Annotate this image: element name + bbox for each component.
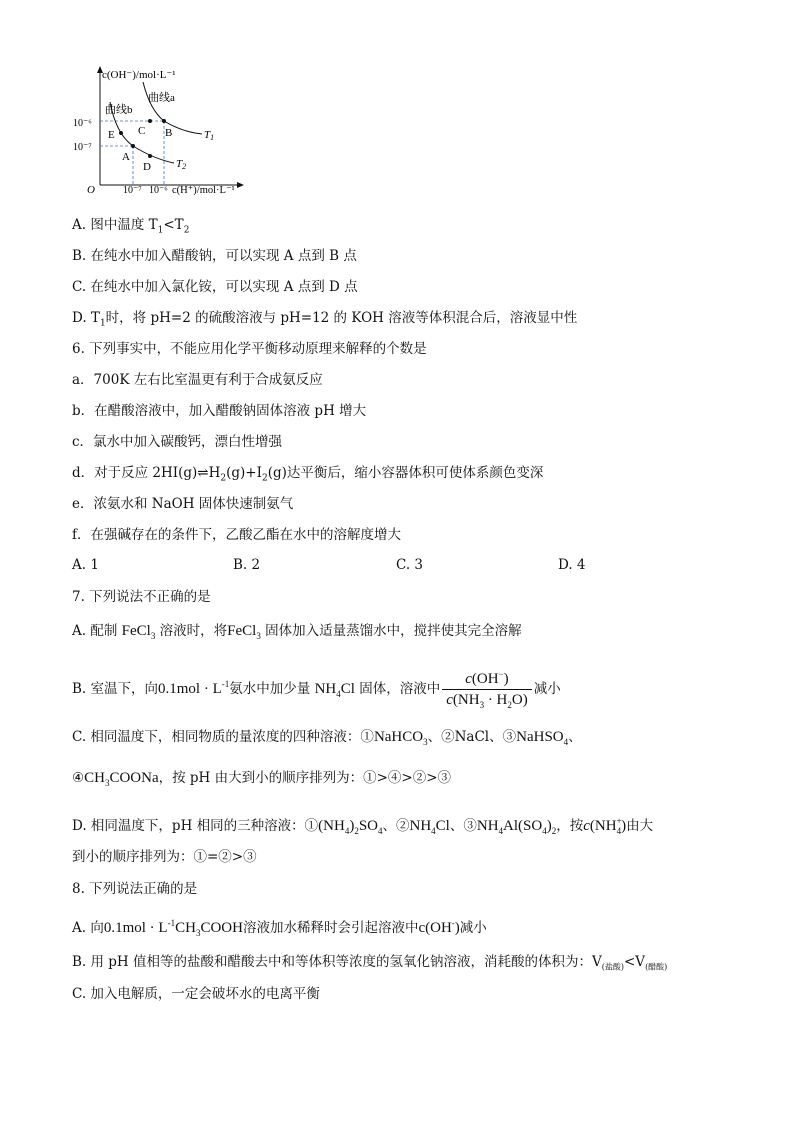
point-e [119,131,123,135]
q6-option-a: A. 1 [72,557,99,573]
y-tick-1e-7: 10⁻⁷ [73,142,92,153]
q7-option-d-line1: D. 相同温度下，pH 相同的三种溶液：$①(NH_4)_2SO_4$、$②NH_4Cl$、$③NH_4Al(SO_4)_2$，按$c(NH^+_4)$由大 [72,816,654,836]
q7-option-a: A. 配制 FeCl$_3$ 溶液时，将FeCl$_3$ 固体加入适量蒸馏水中，搅拌使其完全溶解 [72,623,522,641]
t1-label: T1 [204,129,215,142]
q8-option-c: C. 加入电解质，一定会破坏水的电离平衡 [72,986,320,1002]
point-c [148,119,152,123]
q5-option-a: A. 图中温度 $T_1<T_2$ [72,217,190,236]
q5-option-c: C. 在纯水中加入氯化铵，可以实现 A 点到 D 点 [72,279,358,295]
q7-option-c-line2: $④CH_3COONa$，按 pH 由大到小的顺序排列为：①>④>②>③ [72,770,452,788]
curve-a-t1 [143,82,202,134]
q6-option-b: B. 2 [233,557,261,573]
y-tick-1e-6: 10⁻⁶ [73,118,92,129]
q6-item-a: a．700K 左右比室温更有利于合成氨反应 [72,372,323,388]
q5-option-d: D. $T_1$时，将 pH=2 的硫酸溶液与 pH=12 的 KOH 溶液等体积混合后，溶液显中性 [72,310,578,329]
point-d [148,154,152,158]
origin-label: O [87,184,95,196]
q6-item-d: d．对于反应 $2HI(g)\rightleftharpoons H_2(g)+I_2(g)$达平衡后，缩小容器体积可使体系颜色变深 [72,465,544,484]
q6-item-f: f．在强碱存在的条件下，乙酸乙酯在水中的溶解度增大 [72,527,401,543]
x-axis-label: c(H⁺)/mol·L⁻¹ [172,185,235,196]
point-d-label: D [143,161,151,173]
point-a-label: A [122,151,130,163]
q6-item-c: c．氯水中加入碳酸钙，漂白性增强 [72,434,283,450]
x-tick-1e-7: 10⁻⁷ [123,185,142,196]
point-e-label: E [108,129,115,141]
point-a [131,144,135,148]
x-axis-arrow [237,182,244,188]
q6-option-c: C. 3 [396,557,424,573]
q8-option-a: A. 向$0.1mol \cdot L^{-1}CH_3COOH$溶液加水稀释时会引起溶液中c(OH-)减小 [72,918,487,938]
oh-over-nh3-fraction: $\frac{c(OH^-)}{c(NH_3 \cdot H_2O)}$ [442,666,532,713]
q7-option-b: B. 室温下，向$0.1mol \cdot L^{-1}$氨水中加少量 $NH_4Cl$ 固体，溶液中 $\frac{c(OH^-)}{c(NH_3 \cdot H_2O)}$ 减小 [72,664,561,714]
point-b-label: B [165,127,173,139]
q7-option-c-line1: C. 相同温度下，相同物质的量浓度的四种溶液：①NaHCO$_3$、②NaCl、③NaHSO$_4$、 [72,729,582,747]
q8-option-b: B. 用 pH 值相等的盐酸和醋酸去中和等体积等浓度的氢氧化钠溶液，消耗酸的体积为：$V_{(盐酸)}<V_{(醋酸)}$ [72,954,668,972]
x-tick-1e-6: 10⁻⁶ [149,185,168,196]
q6-item-b: b．在醋酸溶液中，加入醋酸钠固体溶液 pH 增大 [72,403,367,419]
q6-option-d: D. 4 [558,557,586,573]
y-axis-label: c(OH⁻)/mol·L⁻¹ [102,69,176,81]
q7-option-d-line2: 到小的顺序排列为：①=②>③ [72,849,257,865]
q6-item-e: e．浓氨水和 NaOH 固体快速制氨气 [72,496,294,512]
kw-chart [70,62,330,197]
q5-option-b: B. 在纯水中加入醋酸钠，可以实现 A 点到 B 点 [72,248,357,264]
curve-b-label: 曲线b [105,104,133,116]
q8-stem: 8. 下列说法正确的是 [72,881,198,897]
q6-stem: 6. 下列事实中，不能应用化学平衡移动原理来解释的个数是 [72,341,427,357]
q7-stem: 7. 下列说法不正确的是 [72,589,211,605]
point-c-label: C [138,125,146,137]
t2-label: T2 [176,158,187,171]
point-b [162,119,166,123]
curve-a-label: 曲线a [148,92,175,104]
